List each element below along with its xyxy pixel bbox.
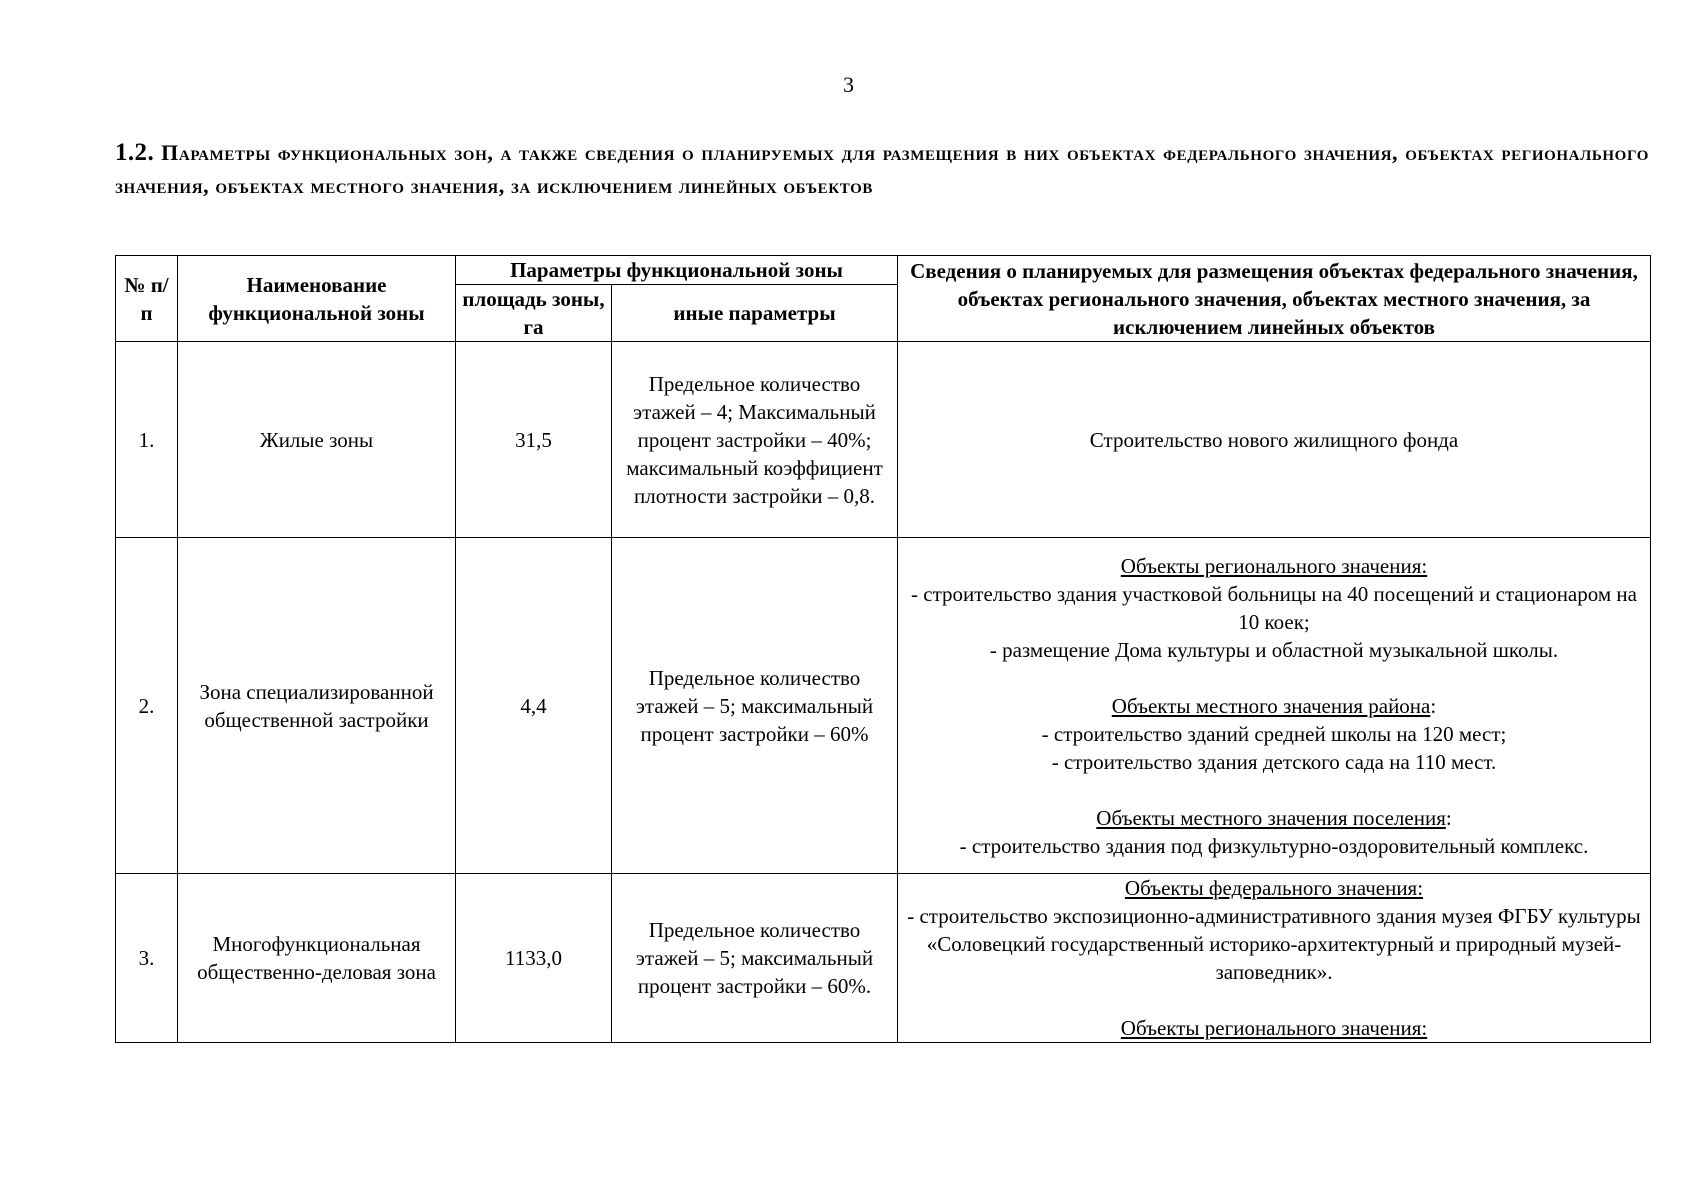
header-other-params: иные параметры (612, 285, 898, 342)
header-name: Наименование функциональной зоны (178, 256, 456, 342)
section-number: 1.2. (115, 139, 155, 166)
table-row (116, 538, 1651, 874)
header-params-group: Параметры функциональной зоны (456, 256, 898, 285)
header-objects: Сведения о планируемых для размещения объектах федерального значения, объектах регионального значения, объектах местного значения, за исключением линейных объектов (898, 256, 1651, 342)
row-area: 31,5 (456, 342, 612, 538)
heading-colon: : (1445, 805, 1452, 830)
header-area: площадь зоны, га (456, 285, 612, 342)
row-zone-name: Многофункциональная общественно-деловая зона (178, 874, 456, 1043)
zones-table (115, 255, 1651, 1043)
page-number: 3 (843, 72, 854, 97)
row-objects (898, 874, 1651, 1043)
district-objects-heading-line (904, 692, 1644, 720)
regional-objects-heading: Объекты регионального значения: (1120, 553, 1428, 578)
table-row (116, 874, 1651, 1043)
table-row (116, 342, 1651, 538)
heading-colon: : (1430, 693, 1437, 718)
row-num: 3. (116, 874, 178, 1043)
settlement-objects-heading: Объекты местного значения поселения (1096, 805, 1446, 830)
section-title: Параметры функциональных зон, а также сведения о планируемых для размещения в них объектах федерального значения, объектах регионального значения, объектах местного значения, за исключением линейных объектов (115, 140, 1649, 198)
row-objects: Строительство нового жилищного фонда (898, 342, 1651, 538)
regional-object-item: - строительство здания участковой больницы на 40 посещений и стационаром на 10 коек; (911, 581, 1637, 634)
spacer (904, 986, 1644, 1014)
row-params: Предельное количество этажей – 5; максимальный процент застройки – 60% (612, 538, 898, 874)
row-area: 1133,0 (456, 874, 612, 1043)
header-num: № п/п (116, 256, 178, 342)
row-area: 4,4 (456, 538, 612, 874)
spacer (904, 664, 1644, 692)
row-zone-name: Зона специализированной общественной застройки (178, 538, 456, 874)
section-heading (115, 136, 1649, 202)
district-objects-heading: Объекты местного значения района (1111, 693, 1431, 718)
regional-objects-heading: Объекты регионального значения: (1120, 1016, 1428, 1040)
district-object-item: - строительство здания детского сада на 110 мест. (1051, 749, 1497, 774)
regional-object-item: - размещение Дома культуры и областной музыкальной школы. (989, 637, 1559, 662)
row-num: 2. (116, 538, 178, 874)
row-num: 1. (116, 342, 178, 538)
row-zone-name: Жилые зоны (178, 342, 456, 538)
federal-object-item: - строительство экспозиционно-административного здания музея ФГБУ культуры «Соловецкий государственный историко-архитектурный и природный музей-заповедник». (907, 904, 1641, 984)
row-objects (898, 538, 1651, 874)
district-object-item: - строительство зданий средней школы на 120 мест; (1041, 721, 1507, 746)
spacer (904, 776, 1644, 804)
federal-objects-heading: Объекты федерального значения: (1124, 876, 1424, 900)
row-params: Предельное количество этажей – 5; максимальный процент застройки – 60%. (612, 874, 898, 1043)
settlement-object-item: - строительство здания под физкультурно-оздоровительный комплекс. (959, 833, 1589, 858)
row-params: Предельное количество этажей – 4; Максимальный процент застройки – 40%; максимальный коэффициент плотности застройки – 0,8. (612, 342, 898, 538)
settlement-objects-heading-line (904, 804, 1644, 832)
